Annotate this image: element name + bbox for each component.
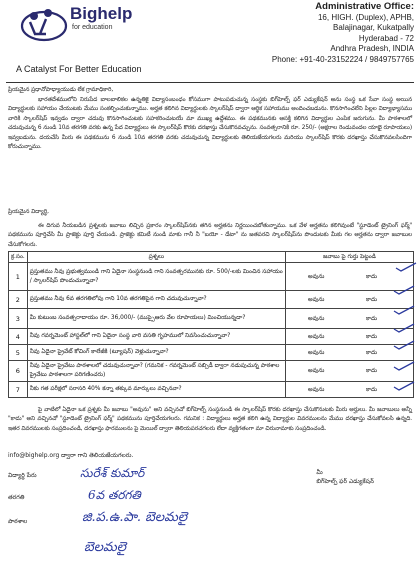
tick-mark-icon <box>393 361 415 371</box>
tick-mark-icon <box>393 340 415 350</box>
paragraph-intro: భారతదేశములోని నిరుపేద బాలబాలికల ఉన్నతికై విద్యాసంబంధం కోసముగా పాటుపడుచున్న సంస్థకు బిగ్‌హెల్ప్ ఫర్ ఎడ్యుకేషన్ అను సంస్థ ఒక సేవా సంస్థ అయిన విద్యార్థులకు సహాయం చేయుటకు మేము సంకల్పించుకున్నాము. అర్హత కలిగిన విద్యార్థులకు స్కాలర్‌షిప్ ద్వారా ఆర్థిక సహాయము అందించబడును. కొనసాగించలేని పిల్లల విద్యాభ్యాసము వారికి స్కాలర్‌షిప్ ఇవ్వడం ద్వారా చదువు కొనసాగించుటకు సహకరించుటయే మా ముఖ్య ఉద్దేశము. ఈ పథకమునకు ఆసక్తి కలిగిన విద్యార్థుల ఎంపిక జరుగును. మీ పాఠశాలలో చదువుచున్న 6 నుండి 10వ తరగతి వరకు ఉన్న పేద విద్యార్థులు ఈ స్కాలర్‌షిప్ కొరకు దరఖాస్తు చేసుకొనవచ్చును. సంవత్సరానికి రూ. 250/- (అక్షరాల రెండువందల యాభై రూపాయలు) ఇవ్వబడును. దయచేసి మీరు ఈ పథకమును 6 నుండి 10వ తరగతి వరకు చదువుచున్న విద్యార్థులకు తెలియజేయగలరు మరియు స్కాలర్‌షిప్ కొరకు దరఖాస్తు చేసుకొనవలసిందిగా కోరుచున్నాము. <box>8 97 412 151</box>
table-row <box>9 291 414 309</box>
header-divider <box>6 82 414 83</box>
brand-subtitle: for education <box>72 24 113 31</box>
student-salutation: ప్రియమైన విద్యార్థి, <box>8 209 49 215</box>
table-row <box>9 329 414 345</box>
greeting: ప్రియమైన ప్రధానోపాధ్యాయుడు లేక గ్రామాధికారి, <box>8 87 114 93</box>
table-row <box>9 361 414 382</box>
row-number: 4 <box>9 329 28 345</box>
place-value: బెలమలై <box>84 540 126 555</box>
answer-yes[interactable]: అవును <box>307 315 325 322</box>
answer-yes[interactable]: అవును <box>307 296 325 303</box>
tagline: A Catalyst For Better Education <box>16 64 142 74</box>
email-line: info@bighelp.org ద్వారా గాని తెలియజేయగలరు. <box>8 452 134 459</box>
office-title: Administrative Office: <box>315 1 414 12</box>
row-question: ప్రస్తుతము నీవు ప్రభుత్వముండి గాని ఏదైనా సంస్థనుండి గాని సంవత్సరమునకు రూ. 500/-లకు మించిన సహాయం / స్కాలర్‌షిప్ పొందుచున్నావా? <box>27 263 285 291</box>
tick-mark-icon <box>393 305 415 315</box>
brand-name: Bighelp <box>70 4 133 23</box>
table-row <box>9 382 414 398</box>
row-question: ప్రస్తుతము నీవు 6వ తరగతిలోపు గాని 10వ తరగతిపైన గాని చదువుచున్నావా? <box>27 291 285 309</box>
row-number: 6 <box>9 361 28 382</box>
office-line: 16, HIGH. (Duplex), APHB, <box>317 12 414 22</box>
closing-org: బిగ్‌హెల్ప్ ఫర్ ఎడ్యుకేషన్ <box>316 478 374 485</box>
row-number: 2 <box>9 291 28 309</box>
tick-mark-icon <box>393 381 415 391</box>
class-value: 6వ తరగతి <box>88 488 141 502</box>
answer-yes[interactable]: అవును <box>307 368 325 374</box>
col-sno: క్ర.సం. <box>9 252 28 263</box>
bighelp-logo-icon <box>18 4 70 44</box>
school-label: పాఠశాల <box>8 518 28 525</box>
office-phone: Phone: +91-40-23152224 / 9849757765 <box>271 54 414 64</box>
office-line: Hyderabad - 72 <box>358 33 414 43</box>
row-number: 5 <box>9 345 28 361</box>
row-number: 1 <box>9 263 28 291</box>
row-question: నీవు గవర్నమెంట్ హాస్టల్‌లో గాని ఏదైనా సంస్థ వారి వసతి గృహములో నివసించుచున్నావా? <box>27 329 285 345</box>
student-name-label: విద్యార్థి పేరు <box>8 472 37 479</box>
answer-yes[interactable]: అవును <box>307 386 325 393</box>
tick-mark-icon <box>393 285 415 295</box>
office-line: Andhra Pradesh, INDIA <box>330 44 414 54</box>
answer-yes[interactable]: అవును <box>307 333 325 340</box>
office-address <box>264 2 414 66</box>
col-answer: జవాబు పై గుర్తు పెట్టండి <box>285 252 413 263</box>
row-number: 7 <box>9 382 28 398</box>
eligibility-table <box>8 251 414 398</box>
col-question: ప్రశ్నలు <box>27 252 285 263</box>
row-question: మీ కుటుంబ సంవత్సరాదాయం రూ. 36,000/- (ముప్పైఆరు వేల రూపాయలు) మించియున్నదా? <box>27 309 285 329</box>
student-name-value: సురేశ్ కుమార్ <box>80 466 145 480</box>
row-question: నీవు ఏదైనా ప్రైవేట్ కోచింగ్ కాలేజీకి (ట్యూషన్) వెళ్లుచున్నావా? <box>27 345 285 361</box>
closing-line: మీ <box>316 469 323 476</box>
tick-mark-icon <box>395 262 417 272</box>
answer-no[interactable]: కాదు <box>365 333 378 340</box>
answer-no[interactable]: కాదు <box>365 368 378 374</box>
answer-no[interactable]: కాదు <box>365 296 378 303</box>
closing-block <box>316 468 374 486</box>
answer-no[interactable]: కాదు <box>365 315 378 322</box>
class-label: తరగతి <box>8 494 25 501</box>
answer-no[interactable]: కాదు <box>365 273 378 280</box>
office-line: Balajinagar, Kukatpally <box>333 23 414 33</box>
row-number: 3 <box>9 309 28 329</box>
table-row <box>9 309 414 329</box>
row-question: నీవు ఏదైనా ప్రైవేటు పాఠశాలలో చదువుచున్నావా? (గమనిక - గవర్నమెంట్ సబ్సిడీ ద్వారా నడుపుచున్న పాఠశాల ప్రైవేటు పాఠశాలగా పరిగణించరు) <box>27 361 285 382</box>
row-question: నీకు గత పరీక్షలో సరాసరి 40% కన్నా తక్కువ మార్కులు వచ్చినవా? <box>27 382 285 398</box>
answer-no[interactable]: కాదు <box>365 349 378 356</box>
paragraph-note: పై వాటిలో ఏదైనా ఒక ప్రశ్నకు మీ జవాబు "అవును" అని వచ్చినచో బిగ్‌హెల్ప్ సంస్థనుండి ఈ స్కాలర్‌షిప్ కొరకు దరఖాస్తు చేసుకొనుటకు మీరు అర్హులు. మీ జవాబులు అన్నీ "కాదు" అని వచ్చినచో "స్టూడెంట్ ట్రైనింగ్ ఫర్మ్" పథకమును పూర్తిచేయగలరు. గమనిక : విద్యార్థులు అర్హత కలిగి ఉన్న విద్యార్థుల వివరములను మేము దరఖాస్తు చేసుకోవలసి ఉన్నది. ఇతర వివరములకు సంప్రదించండి, దరఖాస్తు ఫారములను పై మెయిల్ ద్వారా తెలియపరచగలరు లేదా వ్యక్తిగతంగా మా చిరునామాకు సంప్రదించండి. <box>8 407 412 432</box>
table-row <box>9 263 414 291</box>
answer-no[interactable]: కాదు <box>365 386 378 393</box>
school-value: జి.ప.ఉ.పా. బెలమలై <box>82 510 188 525</box>
tick-mark-icon <box>393 323 415 333</box>
answer-yes[interactable]: అవును <box>307 273 325 280</box>
table-header <box>9 252 414 263</box>
answer-yes[interactable]: అవును <box>307 349 325 356</box>
table-row <box>9 345 414 361</box>
paragraph-instructions: ఈ దిగువ నీయబడిన ప్రశ్నలకు జవాబు లిచ్చిన ప్రకారం స్కాలర్‌షిప్‌నకు తగిన అర్హతను నిర్ణయించబోతున్నాము. ఒక వేళ అర్హతను కలిగివుంటే "స్టూడెంట్ ట్రైనింగ్ ఫర్మ్" పథకమును పూర్తిచేసి మీ ప్రాజెక్టు పూర్తి చేయండి. ప్రాజెక్టు కమిటీ నుండి మాకు గానీ నీ "బయో - డేటా" ను జతపరచి స్కాలర్‌షిప్‌ను పొందుటకు మీకు గల అర్హతను ద్వారా జవాబుల చేసుకోగలరు. <box>8 223 412 248</box>
